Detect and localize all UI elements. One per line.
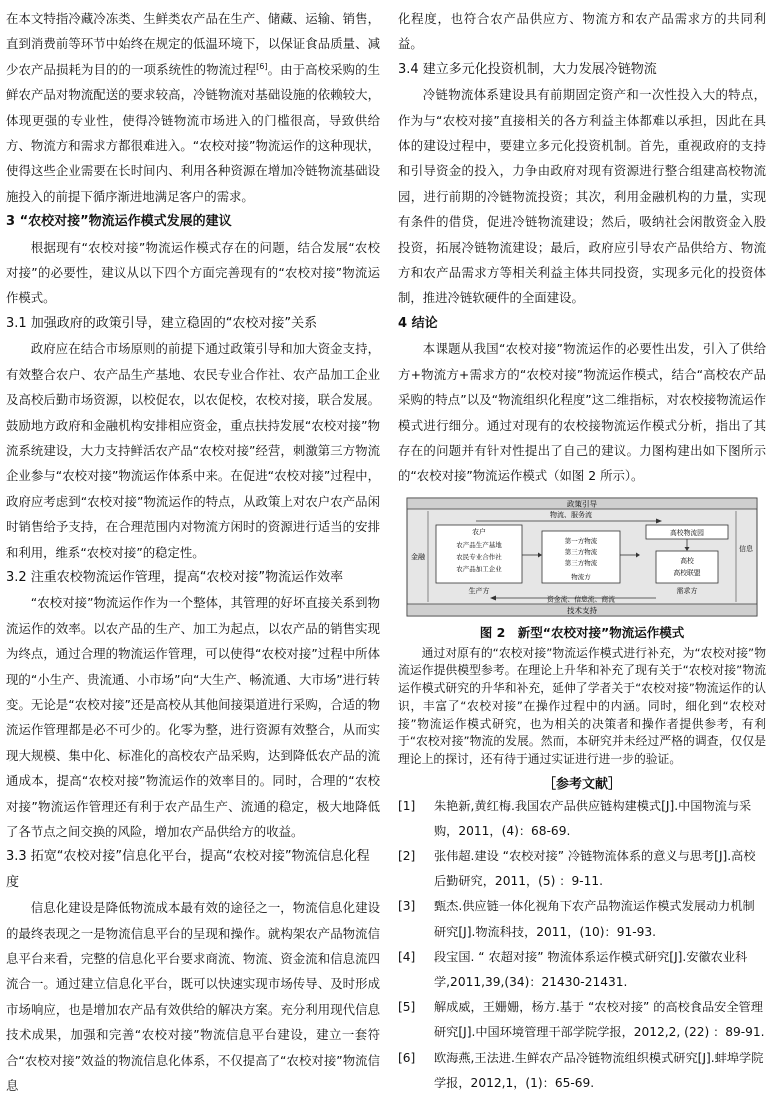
references-list: [398, 794, 766, 1096]
left-column: [6, 6, 380, 1098]
continued-paragraph: 化程度，也符合农产品供应方、物流方和农产品需求方的共同利益。: [398, 11, 766, 52]
reference-index: [1]: [398, 798, 416, 813]
reference-item: [398, 844, 766, 894]
logistics-label: 物流方: [571, 572, 591, 581]
farmer-label: 农户: [472, 527, 486, 536]
reference-text: 段宝国. “ 农超对接” 物流体系运作模式研究[J].安徽农业科学,2011,39,(34)：21430-21431.: [434, 949, 748, 990]
intro-paragraph: [6, 6, 380, 209]
supply-label: 生产方: [468, 586, 490, 595]
flow-bottom-label: 资金流、信息流、商流: [547, 595, 615, 604]
section-4-heading: 4 结论: [398, 315, 438, 331]
section-number: 3.3: [6, 849, 27, 865]
reference-text: 欧海燕,王法进.生鲜农产品冷链物流组织模式研究[J].蚌埠学院学报，2012,1，(1)：65-69.: [434, 1050, 764, 1090]
reference-text: 解成威，王姗姗，杨方.基于 “农校对接” 的高校食品安全管理研究[J].中国环境管理干部学院学报，2012,2, (22) ：89-91.: [434, 1000, 765, 1040]
logistics-line-3: 第三方物流: [564, 558, 598, 567]
section-3-paragraph: 根据现有“农校对接”物流运作模式存在的问题，结合发展“农校对接”的必要性，建议从以下四个方面完善现有的“农校对接”物流运作模式。: [6, 239, 380, 306]
section-number: 3.2: [6, 569, 27, 585]
reference-index: [2]: [398, 849, 416, 864]
section-title: 建立多元化投资机制，大力发展冷链物流: [422, 61, 657, 77]
section-number: 3.4: [398, 61, 419, 77]
section-3-3-paragraph: 信息化建设是降低物流成本最有效的途径之一，物流信息化建设的最终表现之一是物流信息平台的呈现和操作。就构架农产品物流信息平台来看，完整的信息化平台要求商流、物流、资金流和信息流四流合一。通过建立信息化平台，既可以快速实现市场传导、及时形成市场响应，也是增加农产品有效供给的解决方案。充分利用现代信息技术成果，加强和完善“农校对接”物流信息平台建设，建立一套符合“农校对接”效益的物流信息化体系，不仅提高了“农校对接”物流信息: [6, 900, 380, 1094]
demand-label: 需求方: [676, 586, 698, 595]
campus-union-label: 高校联盟: [673, 568, 701, 577]
reference-index: [6]: [398, 1050, 416, 1065]
reference-item: [398, 1046, 766, 1096]
finance-label: 金融: [411, 552, 425, 561]
intro-text-cont: 。由于高校采购的生鲜农产品对物流配送的要求较高，冷链物流对基础设施的依赖较大，体现更强的专业性，使得冷链物流市场进入的门槛很高，导致供给方、物流方和需求方都很难进入。“农校对接”物流运作的这种现状，使得这些企业需要在长时间内、利用各种资源在增加冷链物流基础设施投入的前提下循序渐进地满足客户的需求。: [6, 61, 381, 204]
campus-label: 高校: [680, 556, 694, 565]
tech-label: 技术支持: [567, 605, 597, 615]
flow-top-label: 物流、服务流: [550, 510, 592, 519]
logistics-line-2: 第三方物流: [564, 547, 598, 556]
reference-index: [3]: [398, 899, 416, 914]
reference-item: [398, 794, 766, 844]
reference-item: [398, 945, 766, 995]
section-3-1-paragraph: 政府应在结合市场原则的前提下通过政策引导和加大资金支持，有效整合农户、农产品生产基地、农民专业合作社、农产品加工企业及高校后勤市场资源，以校促农，以农促校，农校对接，联合发展。鼓励地方政府和金融机构安排相应资金，重点扶持发展“农校对接”物流系统建设，大力支持鲜活农产品“农校对接”经营，刺激第三方物流企业参与“农校对接”物流运作体系中来。在促进“农校对接”过程中，政府应考虑到“农校对接”物流运作的特点，从政策上对农户农产品闲时销售给予支持，在合理范围内对物流方闲时的资源进行适当的安排和利用，维系“农校对接”的稳定性。: [6, 341, 380, 560]
farm-line-1: 农产品生产基地: [456, 540, 502, 549]
logistics-model-diagram: [406, 497, 758, 617]
reference-text: 张伟超.建设 “农校对接” 冷链物流体系的意义与思考[J].高校后勤研究，2011，(5) ：9-11.: [434, 849, 756, 889]
section-3-2-heading: [6, 565, 380, 590]
campus-logistics-label: 高校物流园: [670, 528, 704, 537]
section-3-3-heading: [6, 844, 380, 895]
logistics-line-1: 第一方物流: [564, 536, 598, 545]
reference-item: [398, 894, 766, 944]
section-3-heading: 3 “农校对接”物流运作模式发展的建议: [6, 214, 232, 230]
reference-index: [4]: [398, 949, 416, 964]
section-number: 3.1: [6, 315, 27, 331]
section-3-4-paragraph: 冷链物流体系建设具有前期固定资产和一次性投入大的特点，作为与“农校对接”直接相关的各方利益主体都难以承担，因此在具体的建设过程中，要建立多元化投资机制。首先，重视政府的支持和引导资金的投入，力争由政府对现有资源进行整合组建高校物流园，进行前期的冷链物流投资；其次，利用金融机构的力量，实现有条件的借贷，促进冷链物流建设；然后，吸纳社会闲散资金入股投资，拓展冷链物流建设；最后，政府应引导农产品供给方、物流方和农产品需求方等相关利益主体共同投资，实现多元化的投资体制，推进冷链软硬件的全面建设。: [398, 87, 766, 306]
references-heading: ［参考文献］: [542, 776, 621, 792]
campus-box: [656, 551, 718, 583]
section-title: 注重农校物流运作管理，提高“农校对接”物流运作效率: [30, 569, 344, 585]
right-column: [398, 6, 766, 1096]
section-4-paragraph: 本课题从我国“农校对接”物流运作的必要性出发，引入了供给方+物流方+需求方的“农校对接”物流运作模式，结合“高校农产品采购的特点”以及“物流组织化程度”这二维指标，对农校接物流运作模式进行细分。通过对现有的农校接物流运作模式分析，指出了其存在的问题并有针对性提出了自己的建议。力图构建出如下图所示的“农校对接”物流运作模式（如图 2 所示）。: [398, 341, 766, 484]
reference-text: 甄杰.供应链一体化视角下农产品物流运作模式发展动力机制研究[J].物流科技，2011，(10)：91-93.: [434, 899, 755, 939]
section-3-1-heading: [6, 311, 380, 336]
caption-paragraph: 通过对原有的“农校对接”物流运作模式进行补充，为“农校对接”物流运作提供模型参考。在理论上升华和补充了现有关于“农校对接”物流运作模式研究的升华和补充，延伸了学者关于“农校对接”物流运作的认识，丰富了“农校对接”在操作过程中的内涵。同时，细化到“农校对接”物流运作模式研究，也为相关的决策者和操作者提供参考，有利于“农校对接”物流的发展。然而，本研究并未经过严格的调查，仅仅是理论上的探讨，还有待于通过实证进行进一步的验证。: [398, 645, 766, 766]
info-label: 信息: [739, 544, 753, 553]
policy-label: 政策引导: [567, 499, 597, 509]
reference-index: [5]: [398, 1000, 416, 1015]
intro-text: 在本文特指冷藏冷冻类、生鲜类农产品在生产、储藏、运输、销售，直到消费前等环节中始终在规定的低温环境下，以保证食品质量、减少农产品损耗为目的的一项系统性的物流过程: [6, 11, 380, 77]
section-title: 加强政府的政策引导，建立稳固的“农校对接”关系: [30, 315, 318, 331]
reference-item: [398, 995, 766, 1045]
section-3-2-paragraph: “农校对接”物流运作作为一个整体，其管理的好坏直接关系到物流运作的效率。以农产品的生产、加工为起点，以农产品的销售实现为终点，通过合理的物流运作管理，可以使得“农校对接”过程中所体现的“小生产、贵流通、小市场”向“大生产、畅流通、大市场”进行转变。无论是“农校对接”还是高校从其他间接渠道进行采购，合适的物流运作管理都是必不可少的。化零为整，进行资源有效整合，从而实现大规模、集中化、标准化的高校农产品采购，达到降低农产品的流通成本，提高“农校对接”物流运作的效率目的。同时，合理的“农校对接”物流运作管理还有利于农产品生产、流通的稳定，极大地降低了各节点之间交换的风险，增加农产品供给方的收益。: [6, 595, 380, 839]
section-3-4-heading: [398, 57, 766, 82]
section-title: 拓宽“农校对接”信息化平台，提高“农校对接”物流信息化程度: [6, 849, 370, 890]
citation-6: [6]: [256, 61, 268, 71]
farm-line-3: 农产品加工企业: [456, 564, 502, 573]
reference-text: 朱艳新,黄红梅.我国农产品供应链构建模式[J].中国物流与采购，2011，(4)：68-69.: [434, 798, 752, 838]
figure-caption: 图 2 新型“农校对接”物流运作模式: [479, 624, 685, 640]
farm-line-2: 农民专业合作社: [456, 552, 502, 561]
